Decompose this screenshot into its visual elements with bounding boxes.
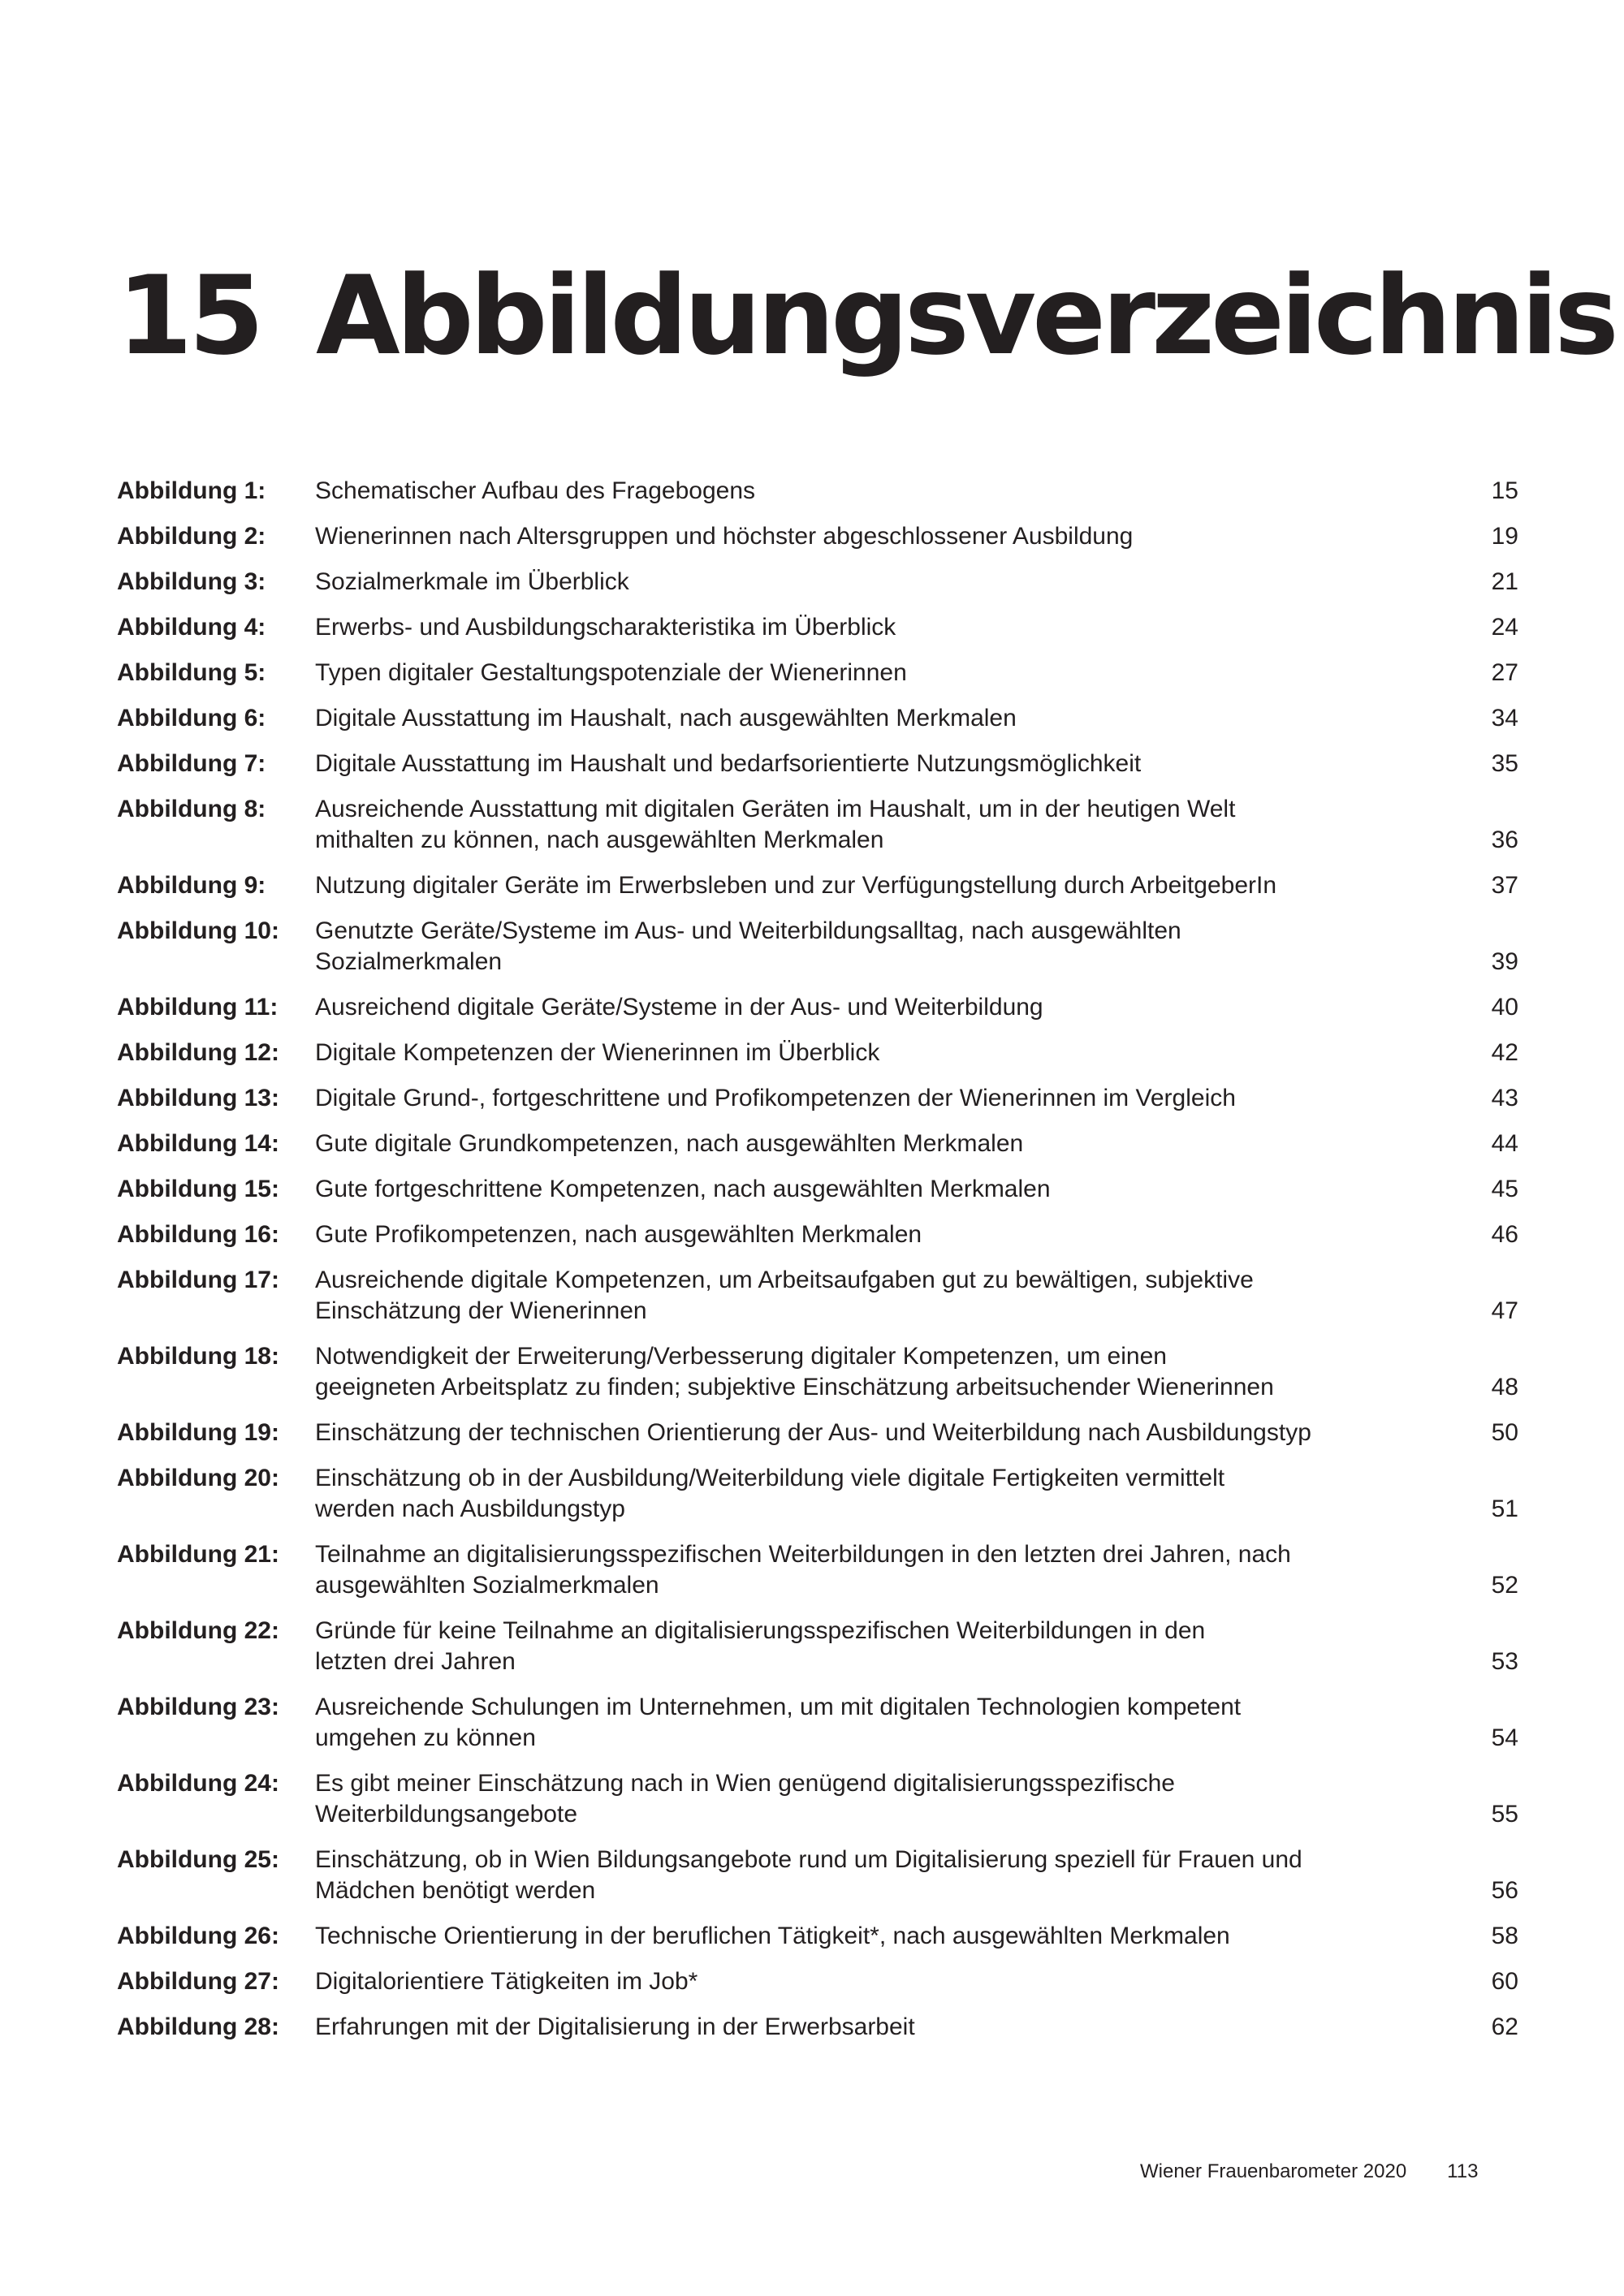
figure-label: Abbildung 17: xyxy=(117,1267,279,1293)
footer-publication: Wiener Frauenbarometer 2020 xyxy=(1140,2160,1407,2182)
figure-label: Abbildung 21: xyxy=(117,1541,279,1568)
figure-page-number: 47 xyxy=(1491,1297,1518,1324)
figure-label: Abbildung 20: xyxy=(117,1465,279,1491)
footer-page-number: 113 xyxy=(1447,2160,1479,2182)
figure-entry xyxy=(117,1219,1518,1265)
figure-entry xyxy=(117,2012,1518,2057)
chapter-number: 15 xyxy=(117,252,261,379)
figure-page-number: 60 xyxy=(1491,1968,1518,1995)
figure-label: Abbildung 5: xyxy=(117,659,266,686)
figure-caption: Sozialmerkmale im Überblick xyxy=(315,568,629,595)
figure-label: Abbildung 1: xyxy=(117,477,266,504)
chapter-title: Abbildungsverzeichnis xyxy=(316,252,1615,379)
figure-label: Abbildung 13: xyxy=(117,1085,279,1111)
figure-caption: Wienerinnen nach Altersgruppen und höchster abgeschlossener Ausbildung xyxy=(315,523,1134,550)
figure-page-number: 19 xyxy=(1491,523,1518,550)
figure-entry xyxy=(117,992,1518,1038)
figure-caption: Notwendigkeit der Erweiterung/Verbesserung digitaler Kompetenzen, um einen geeigneten Arbeitsplatz zu finden; subjektive Einschätzung arbeitsuchender Wienerinnen xyxy=(315,1343,1274,1400)
figure-caption: Ausreichend digitale Geräte/Systeme in der Aus- und Weiterbildung xyxy=(315,994,1043,1021)
figure-page-number: 54 xyxy=(1491,1724,1518,1751)
figure-entry xyxy=(117,1083,1518,1129)
figure-label: Abbildung 7: xyxy=(117,750,266,777)
figure-page-number: 35 xyxy=(1491,750,1518,777)
figure-page-number: 39 xyxy=(1491,948,1518,975)
figure-entry xyxy=(117,794,1518,870)
figure-caption: Technische Orientierung in der beruflichen Tätigkeit*, nach ausgewählten Merkmalen xyxy=(315,1923,1230,1949)
figure-caption: Erfahrungen mit der Digitalisierung in der Erwerbsarbeit xyxy=(315,2013,915,2040)
figure-label: Abbildung 10: xyxy=(117,917,279,944)
figure-caption: Gute fortgeschrittene Kompetenzen, nach ausgewählten Merkmalen xyxy=(315,1176,1051,1202)
figure-label: Abbildung 25: xyxy=(117,1846,279,1873)
figure-entry xyxy=(117,916,1518,992)
figure-label: Abbildung 11: xyxy=(117,994,279,1021)
figure-page-number: 34 xyxy=(1491,705,1518,732)
figure-page-number: 50 xyxy=(1491,1419,1518,1446)
figure-caption: Typen digitaler Gestaltungspotenziale der Wienerinnen xyxy=(315,659,907,686)
figure-page-number: 52 xyxy=(1491,1572,1518,1599)
figure-label: Abbildung 4: xyxy=(117,614,266,641)
figure-page-number: 15 xyxy=(1491,477,1518,504)
figure-label: Abbildung 9: xyxy=(117,872,266,899)
figure-label: Abbildung 19: xyxy=(117,1419,279,1446)
figure-caption: Gute digitale Grundkompetenzen, nach ausgewählten Merkmalen xyxy=(315,1130,1024,1157)
figure-caption: Digitale Ausstattung im Haushalt und bedarfsorientierte Nutzungsmöglichkeit xyxy=(315,750,1142,777)
figure-caption: Ausreichende digitale Kompetenzen, um Arbeitsaufgaben gut zu bewältigen, subjektive Einschätzung der Wienerinnen xyxy=(315,1267,1254,1324)
figure-label: Abbildung 18: xyxy=(117,1343,279,1370)
figure-entry xyxy=(117,1539,1518,1616)
figure-page-number: 48 xyxy=(1491,1374,1518,1400)
figure-entry xyxy=(117,612,1518,658)
figure-entry xyxy=(117,1966,1518,2012)
figure-label: Abbildung 28: xyxy=(117,2013,279,2040)
figure-entry xyxy=(117,521,1518,567)
figure-caption: Einschätzung, ob in Wien Bildungsangebote rund um Digitalisierung speziell für Frauen und Mädchen benötigt werden xyxy=(315,1846,1302,1904)
figure-entry xyxy=(117,1692,1518,1768)
figure-label: Abbildung 16: xyxy=(117,1221,279,1248)
figure-page-number: 42 xyxy=(1491,1039,1518,1066)
figure-page-number: 21 xyxy=(1491,568,1518,595)
figure-label: Abbildung 8: xyxy=(117,796,266,822)
figure-caption: Genutzte Geräte/Systeme im Aus- und Weiterbildungsalltag, nach ausgewählten Sozialmerkmalen xyxy=(315,917,1181,975)
figure-label: Abbildung 3: xyxy=(117,568,266,595)
figure-label: Abbildung 24: xyxy=(117,1770,279,1797)
figure-entry xyxy=(117,1463,1518,1539)
figure-page-number: 36 xyxy=(1491,826,1518,853)
figure-entry xyxy=(117,749,1518,794)
figure-caption: Teilnahme an digitalisierungsspezifischen Weiterbildungen in den letzten drei Jahren, nach ausgewählten Sozialmerkmalen xyxy=(315,1541,1291,1599)
figure-caption: Erwerbs- und Ausbildungscharakteristika im Überblick xyxy=(315,614,896,641)
figure-caption: Einschätzung der technischen Orientierung der Aus- und Weiterbildung nach Ausbildungstyp xyxy=(315,1419,1311,1446)
figure-entry xyxy=(117,1265,1518,1341)
figure-page-number: 46 xyxy=(1491,1221,1518,1248)
figure-label: Abbildung 15: xyxy=(117,1176,279,1202)
page-footer xyxy=(1140,2160,1478,2184)
figure-caption: Digitale Kompetenzen der Wienerinnen im Überblick xyxy=(315,1039,880,1066)
figure-caption: Ausreichende Ausstattung mit digitalen Geräten im Haushalt, um in der heutigen Welt mithalten zu können, nach ausgewählten Merkmalen xyxy=(315,796,1236,853)
figure-page-number: 55 xyxy=(1491,1801,1518,1828)
figure-label: Abbildung 6: xyxy=(117,705,266,732)
figure-page-number: 40 xyxy=(1491,994,1518,1021)
figure-entry xyxy=(117,1038,1518,1083)
figure-label: Abbildung 26: xyxy=(117,1923,279,1949)
figure-entry xyxy=(117,1616,1518,1692)
figure-page-number: 53 xyxy=(1491,1648,1518,1675)
figure-label: Abbildung 14: xyxy=(117,1130,279,1157)
figure-entry xyxy=(117,870,1518,916)
figure-caption: Es gibt meiner Einschätzung nach in Wien genügend digitalisierungsspezifische Weiterbildungsangebote xyxy=(315,1770,1175,1828)
figure-page-number: 45 xyxy=(1491,1176,1518,1202)
figure-list xyxy=(117,476,1518,2057)
figure-entry xyxy=(117,567,1518,612)
figure-entry xyxy=(117,1845,1518,1921)
figure-entry xyxy=(117,1418,1518,1463)
figure-label: Abbildung 2: xyxy=(117,523,266,550)
figure-entry xyxy=(117,476,1518,521)
figure-page-number: 24 xyxy=(1491,614,1518,641)
figure-page-number: 62 xyxy=(1491,2013,1518,2040)
figure-page-number: 56 xyxy=(1491,1877,1518,1904)
figure-caption: Digitale Ausstattung im Haushalt, nach ausgewählten Merkmalen xyxy=(315,705,1017,732)
figure-caption: Gründe für keine Teilnahme an digitalisierungsspezifischen Weiterbildungen in den letzten drei Jahren xyxy=(315,1617,1206,1675)
page-title xyxy=(117,252,1615,379)
figure-caption: Digitalorientiere Tätigkeiten im Job* xyxy=(315,1968,698,1995)
figure-label: Abbildung 27: xyxy=(117,1968,279,1995)
figure-page-number: 37 xyxy=(1491,872,1518,899)
figure-entry xyxy=(117,703,1518,749)
figure-label: Abbildung 22: xyxy=(117,1617,279,1644)
figure-entry xyxy=(117,1921,1518,1966)
figure-page-number: 27 xyxy=(1491,659,1518,686)
figure-label: Abbildung 12: xyxy=(117,1039,279,1066)
figure-caption: Digitale Grund-, fortgeschrittene und Profikompetenzen der Wienerinnen im Vergleich xyxy=(315,1085,1236,1111)
figure-entry xyxy=(117,1129,1518,1174)
figure-caption: Schematischer Aufbau des Fragebogens xyxy=(315,477,756,504)
figure-entry xyxy=(117,658,1518,703)
figure-caption: Ausreichende Schulungen im Unternehmen, um mit digitalen Technologien kompetent umgehen zu können xyxy=(315,1694,1242,1751)
figure-label: Abbildung 23: xyxy=(117,1694,279,1720)
figure-page-number: 58 xyxy=(1491,1923,1518,1949)
figure-page-number: 43 xyxy=(1491,1085,1518,1111)
figure-caption: Gute Profikompetenzen, nach ausgewählten Merkmalen xyxy=(315,1221,922,1248)
figure-entry xyxy=(117,1341,1518,1418)
figure-entry xyxy=(117,1768,1518,1845)
figure-page-number: 44 xyxy=(1491,1130,1518,1157)
figure-page-number: 51 xyxy=(1491,1495,1518,1522)
figure-caption: Nutzung digitaler Geräte im Erwerbsleben und zur Verfügungstellung durch ArbeitgeberIn xyxy=(315,872,1277,899)
figure-entry xyxy=(117,1174,1518,1219)
figure-caption: Einschätzung ob in der Ausbildung/Weiterbildung viele digitale Fertigkeiten vermittelt werden nach Ausbildungstyp xyxy=(315,1465,1225,1522)
